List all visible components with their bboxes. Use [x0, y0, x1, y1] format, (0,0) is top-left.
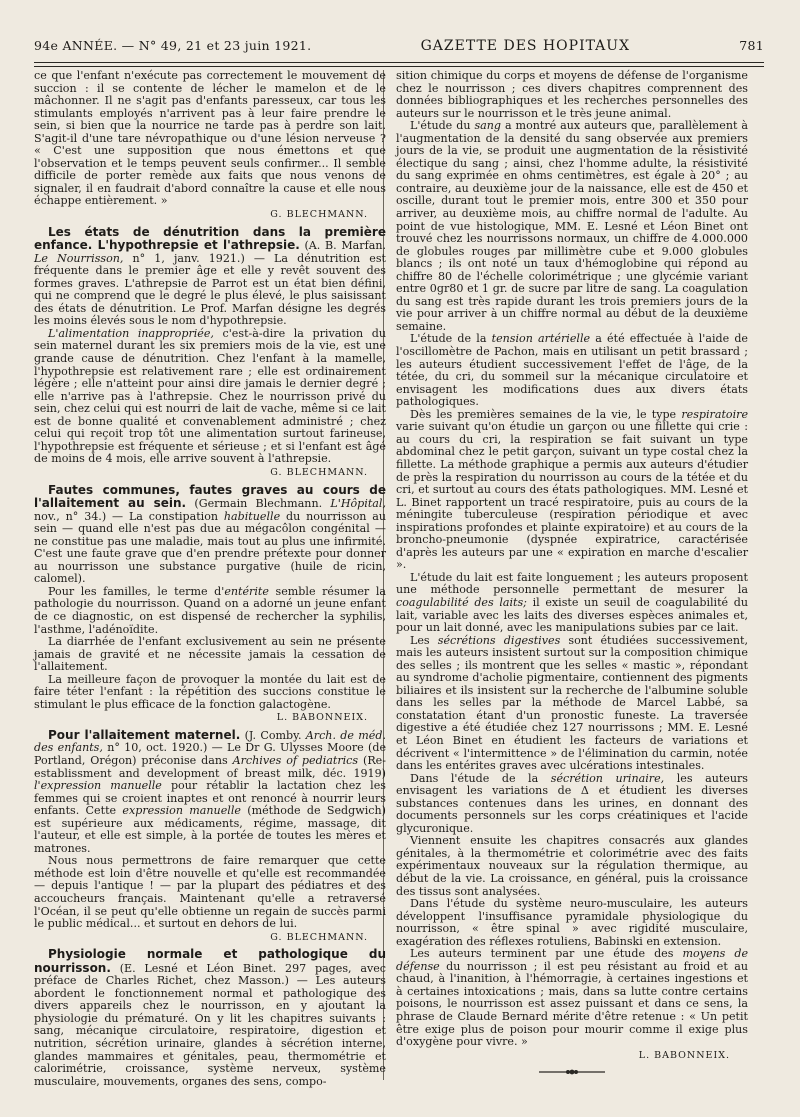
paragraph: La diarrhée de l'enfant exclusivement au sein ne présente jamais de gravité et ne nécessite jamais la cessation de l'allaitement.: [34, 635, 386, 674]
paragraph: L'étude du lait est faite longuement ; les auteurs proposent une méthode personnelle permettant de mesurer la coagulabilité des laits; il existe un seuil de coagulabilité du lait, variable avec les laits des diverses espèces animales et, pour un lait donné, avec les manipulations subies par ce lait.: [396, 570, 749, 635]
left-column: [34, 70, 386, 1088]
article-title: Pour l'allaitement maternel.: [48, 727, 241, 742]
header-rule: [34, 62, 764, 63]
paragraph: Nous nous permettrons de faire remarquer que cette méthode est loin d'être nouvelle et qu'elle est recommandée — depuis l'antique ! — par la plupart des pédiatres et des accoucheurs français. Maintenant qu'elle a retraversé l'Océan, il se peut qu'elle obtienne un regain de succès parmi le public médical... et surtout en dehors de lui.: [34, 854, 386, 931]
paragraph: Les sécrétions digestives sont étudiées successivement, mais les auteurs insistent surtout sur la composition chimique des selles ; ils montrent que les selles « mastic », répondant au syndrome d'acholie pigmentaire, contiennent des pigments biliaires et ils insistent sur la recherche de l'albumine soluble dans les selles par la méthode de Marcel Labbé, sa constatation étant d'un pronostic funeste. La traversée digestive a été étudiée chez 127 nourrissons ; MM. E. Lesné et Léon Binet en étudient les facteurs de variations et décrivent « l'intermittence » de l'élimination du carmin, notée dans les entérites graves avec ulcérations intestinales.: [396, 633, 749, 773]
paragraph: Pour les familles, le terme d'entérite semble résumer la pathologie du nourrisson. Quand on a adorné un jeune enfant de ce diagnostic, on est dispensé de rechercher la syphilis, l'asthme, l'adénoïdite.: [34, 584, 386, 636]
signature: G. BLECHMANN.: [270, 466, 368, 478]
paragraph: L'étude de la tension artérielle a été effectuée à l'aide de l'oscillomètre de Pachon, mais en utilisant un petit brassard ; les auteurs étudient successivement l'effet de l'âge, de la tétée, du cri, du sommeil sur la mécanique circulatoire et envisagent les modifications dues aux divers états pathologiques.: [396, 332, 749, 409]
header-rule-double: [34, 66, 764, 67]
paragraph: Viennent ensuite les chapitres consacrés aux glandes génitales, à la thermométrie et colorimétrie avec des faits expérimentaux nouveaux sur la régulation thermique, au début de la vie. La croissance, en général, puis la croissance des tissus sont analysées.: [396, 834, 748, 898]
article-title: Les états de dénutrition dans la première enfance. L'hypothrepsie et l'athrepsie.: [34, 224, 386, 253]
paragraph: Dès les premières semaines de la vie, le type respiratoire varie suivant qu'on étudie un garçon ou une fillette qui crie : au cours du cri, la respiration se fait suivant un type abdominal chez le petit garçon, suivant un type costal chez la fillette. La méthode graphique a permis aux auteurs d'étudier de près la respiration du nourrisson au cours de la tétée et du cri, et surtout au cours des états pathologiques. MM. Lesné et L. Binet rapportent un tracé respiratoire, puis au cours de la méningite tuberculeuse (respiration périodique et avec inspirations profondes et plainte expiratoire) et au cours de la broncho-pneumonie (dyspnée expiratrice, caractérisée d'après les auteurs par une « expiration en marche d'escalier ».: [396, 407, 749, 572]
end-ornament-icon: [396, 1068, 748, 1081]
article-title: Fautes communes, fautes graves au cours de l'allaitement au sein.: [34, 482, 386, 511]
signature: L. BABONNEIX.: [276, 712, 368, 724]
right-column: [396, 70, 748, 1081]
paragraph: Dans l'étude du système neuro-musculaire, les auteurs développent l'insuffisance pyramidale physiologique du nourrisson, « être spinal » avec rigidité musculaire, exagération des réflexes rotuliens, Babinski en extension.: [396, 897, 748, 948]
ornament-rule-icon: [537, 1068, 607, 1076]
paragraph: sition chimique du corps et moyens de défense de l'organisme chez le nourrisson ; ces divers chapitres comprennent des données bibliographiques et les recherches personnelles des auteurs sur le nourrisson et le très jeune animal.: [396, 69, 748, 120]
journal-title: GAZETTE DES HOPITAUX: [420, 38, 631, 54]
signature: L. BABONNEIX.: [638, 1049, 730, 1061]
signature: G. BLECHMANN.: [270, 209, 368, 221]
paragraph: La meilleure façon de provoquer la montée du lait est de faire téter l'enfant : la répétition des succions constitue le stimulant le plus efficace de la fonction galactogène.: [34, 672, 386, 711]
page-header: [34, 38, 764, 60]
article-allaitement: Pour l'allaitement maternel. (J. Comby. Arch. de méd. des enfants, n° 10, oct. 1920.) — Le Dr G. Ulysses Moore (de Portland, Orégon) préconise dans Archives of pediatrics (Re-establissment and development of breast milk, déc. 1919) l'expression manuelle pour rétablir la lactation chez les femmes qui se croient inaptes et ont renoncé à nourrir leurs enfants. Cette expression manuelle (méthode de Sedgwich) est supérieure aux médicaments, régime, massage, dit l'auteur, et elle est simple, à la portée de toutes les mères et matrones.: [34, 727, 387, 855]
article-denutrition: Les états de dénutrition dans la première enfance. L'hypothrepsie et l'athrepsie. (A. B. Marfan. Le Nourrisson, n° 1, janv. 1921.) — La dénutrition est fréquente dans le premier âge et elle y revêt souvent des formes graves. L'athrepsie de Parrot est un état bien défini, qui ne comprend que le degré le plus élevé, le plus saisissant des états de dénutrition. Le Prof. Marfan désigne les degrés les moins élevés sous le nom d'hypothrepsie.: [34, 224, 386, 328]
article-title: Physiologie normale et pathologique du nourrisson.: [34, 947, 386, 975]
article-continuation: ce que l'enfant n'exécute pas correctement le mouvement de succion : il se contente de lécher le mamelon et de le mâchonner. Il ne s'agit pas d'enfants paresseux, car tous les stimulants employés n'arrivent pas à leur faire prendre le sein, si bien que la nourrice ne tarde pas à perdre son lait. S'agit-il d'une tare névropathique ou d'une lésion nerveuse ? « C'est une supposition que nous émettons et que l'observation et le temps peuvent seuls confirmer... Il semble difficile de porter remède aux faits que nous venons de signaler, il en faudrait d'abord connaître la cause et elle nous échappe entièrement. »: [34, 69, 386, 208]
paragraph: L'étude du sang a montré aux auteurs que, parallèlement à l'augmentation de la densité du sang observée aux premiers jours de la vie, se produit une augmentation de la résistivité électique du sang ; ainsi, chez l'homme adulte, la résistivité du sang exprimée en ohms centimètres, est égale à 20° ; au contraire, au deuxième jour de la naissance, elle est de 450 et oscille, durant tout le premier mois, entre 300 et 350 pour arriver, au deuxième mois, au chiffre normal de l'adulte. Au point de vue histologique, MM. E. Lesné et Léon Binet ont trouvé chez les nourrissons normaux, un chiffre de 4.000.000 de globules rouges par millimètre cube et 9.000 globules blancs ; ils ont noté un taux d'hémoglobine qui répond au chiffre 80 de l'échelle colorimétrique ; une glycémie variant entre 0gr80 et 1 gr. de sucre par litre de sang. La coagulation du sang est très rapide durant les trois premiers jours de la vie pour arriver à un chiffre normal au début de la deuxième semaine.: [396, 119, 749, 333]
page-number: 781: [739, 38, 764, 53]
paragraph: L'alimentation inappropriée, c'est-à-dire la privation du sein maternel durant les six premiers mois de la vie, est une grande cause de dénutrition. Chez l'enfant à la mamelle, l'hypothrepsie est relativement rare ; elle est ordinairement légère ; elle n'atteint pour ainsi dire jamais le dernier degré ; elle n'arrive pas à l'athrepsie. Chez le nourrisson privé du sein, chez celui qui est nourri de lait de vache, même si ce lait est de bonne qualité et convenablement administré ; chez celui qui reçoit trop tôt une alimentation surtout farineuse, l'hypothrepsie est fréquente et sérieuse ; et si l'enfant est âgé de moins de 4 mois, elle arrive souvent à l'athrepsie.: [34, 326, 386, 466]
paragraph: Dans l'étude de la sécrétion urinaire, les auteurs envisagent les variations de Δ et étudient les diverses substances contenues dans les urines, en donnant des documents personnels sur les corps créatiniques et l'acide glycuronique.: [396, 771, 749, 835]
issue-info: 94e ANNÉE. — N° 49, 21 et 23 juin 1921.: [34, 38, 312, 53]
signature: G. BLECHMANN.: [270, 931, 368, 943]
paragraph: Les auteurs terminent par une étude des moyens de défense du nourrisson ; il est peu résistant au froid et au chaud, à l'inanition, à l'hémorragie, à certaines ingestions et à certaines intoxications ; mais, dans sa lutte contre certains poisons, le nourrisson est assez puissant et dans ce sens, la phrase de Claude Bernard mérite d'être retenue : « Un petit être exige plus de poison pour mourir comme il exige plus d'oxygène pour vivre. »: [396, 947, 749, 1049]
article-fautes: Fautes communes, fautes graves au cours de l'allaitement au sein. (Germain Blechmann. L'Hôpital, nov., n° 34.) — La constipation habituelle du nourrisson au sein — quand elle n'est pas due au mégacôlon congénital — ne constitue pas une maladie, mais tout au plus une infirmité. C'est une faute grave que d'en prendre prétexte pour donner au nourrisson une substance purgative (huile de ricin, calomel).: [34, 482, 386, 586]
article-physiologie: Physiologie normale et pathologique du nourrisson. (E. Lesné et Léon Binet. 297 pages, avec préface de Charles Richet, chez Masson.) — Les auteurs abordent le fonctionnement normal et pathologique des divers appareils chez le nourrisson, en y ajoutant la physiologie du prématuré. On y lit les chapitres suivants : sang, mécanique circulatoire, respiratoire, digestion et nutrition, sécrétion urinaire, glandes à sécrétion interne, glandes mammaires et génitales, peau, thermométrie et calorimétrie, croissance, système nerveux, système musculaire, mouvements, organes des sens, compo-: [34, 947, 386, 1088]
